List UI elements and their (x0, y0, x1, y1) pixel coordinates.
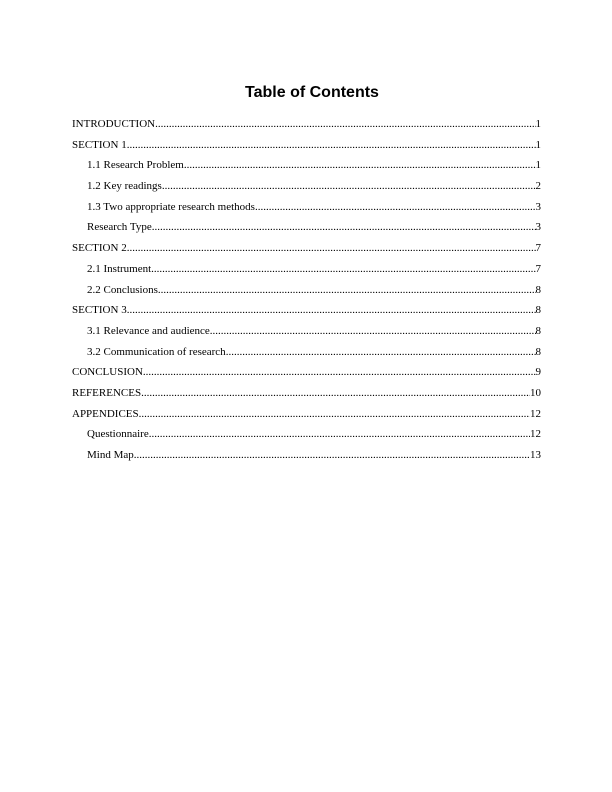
toc-entry-text: 1.3 Two appropriate research methods (87, 200, 255, 213)
toc-page-number: 1 (535, 138, 541, 151)
toc-page-number: 8 (535, 345, 541, 358)
toc-entry[interactable] (72, 157, 541, 178)
toc-entry[interactable] (72, 261, 541, 282)
toc-dot-leader (149, 426, 530, 443)
toc-entry[interactable] (72, 219, 541, 240)
toc-entry-text: Mind Map (87, 449, 134, 461)
toc-page-number: 13 (530, 449, 541, 461)
toc-entry-text: APPENDICES (72, 407, 139, 420)
toc-entry-text: 1.2 Key readings (87, 180, 162, 193)
toc-dot-leader (152, 219, 536, 236)
toc-entry[interactable] (72, 447, 541, 468)
toc-dot-leader (151, 261, 535, 278)
toc-page-number: 1 (535, 118, 541, 130)
toc-entry-text: SECTION 2 (72, 242, 127, 255)
toc-entry[interactable] (72, 240, 541, 261)
toc-entry[interactable] (72, 385, 541, 406)
toc-page-number: 7 (535, 242, 541, 255)
toc-page-number: 10 (530, 386, 541, 399)
toc-entry-text: 2.1 Instrument (87, 262, 152, 275)
toc-page-number: 8 (535, 283, 541, 296)
toc-entry-text: CONCLUSION (72, 366, 143, 379)
toc-entry[interactable] (72, 364, 541, 385)
toc-page-number: 3 (535, 221, 541, 234)
toc-entry-text: INTRODUCTION (72, 118, 156, 130)
toc-entry-text: Questionnaire (87, 428, 149, 441)
toc-entry-text: SECTION 3 (72, 304, 127, 317)
toc-dot-leader (139, 406, 530, 423)
toc-entry-text: 3.2 Communication of research (87, 345, 226, 358)
toc-page-number: 9 (535, 366, 541, 379)
toc-dot-leader (143, 364, 536, 381)
toc-title: Table of Contents (245, 84, 379, 101)
toc-entry[interactable] (72, 137, 541, 158)
toc-page-number: 2 (535, 180, 541, 193)
toc-page-number: 1 (535, 159, 541, 172)
toc-dot-leader (162, 178, 536, 195)
toc-entry-text: 3.1 Relevance and audience (87, 324, 210, 337)
toc-dot-leader (127, 137, 536, 154)
toc-dot-leader (155, 116, 535, 133)
toc-entry[interactable] (72, 323, 541, 344)
toc-page-number: 7 (535, 262, 541, 275)
toc-dot-leader (134, 447, 530, 464)
toc-dot-leader (127, 302, 536, 319)
toc-entry[interactable] (72, 116, 541, 137)
toc-page-number: 8 (535, 324, 541, 337)
toc-dot-leader (158, 282, 536, 299)
toc-dot-leader (184, 157, 536, 174)
toc-entry[interactable] (72, 406, 541, 427)
toc-entry[interactable] (72, 426, 541, 447)
toc-entry-text: SECTION 1 (72, 138, 127, 151)
toc-list (72, 116, 541, 468)
toc-dot-leader (127, 240, 536, 257)
toc-entry-text: 1.1 Research Problem (87, 159, 184, 172)
toc-dot-leader (226, 344, 536, 361)
toc-page-number: 3 (535, 200, 541, 213)
toc-entry[interactable] (72, 178, 541, 199)
toc-entry-text: 2.2 Conclusions (87, 283, 158, 296)
toc-dot-leader (255, 199, 536, 216)
toc-dot-leader (141, 385, 530, 402)
toc-entry[interactable] (72, 302, 541, 323)
toc-entry[interactable] (72, 282, 541, 303)
toc-entry-text: REFERENCES (72, 386, 142, 399)
toc-entry[interactable] (72, 199, 541, 220)
toc-entry-text: Research Type (87, 221, 152, 234)
toc-dot-leader (210, 323, 536, 340)
toc-page-number: 12 (530, 428, 541, 441)
toc-page-number: 8 (535, 304, 541, 317)
toc-page-number: 12 (530, 407, 541, 420)
toc-entry[interactable] (72, 344, 541, 365)
